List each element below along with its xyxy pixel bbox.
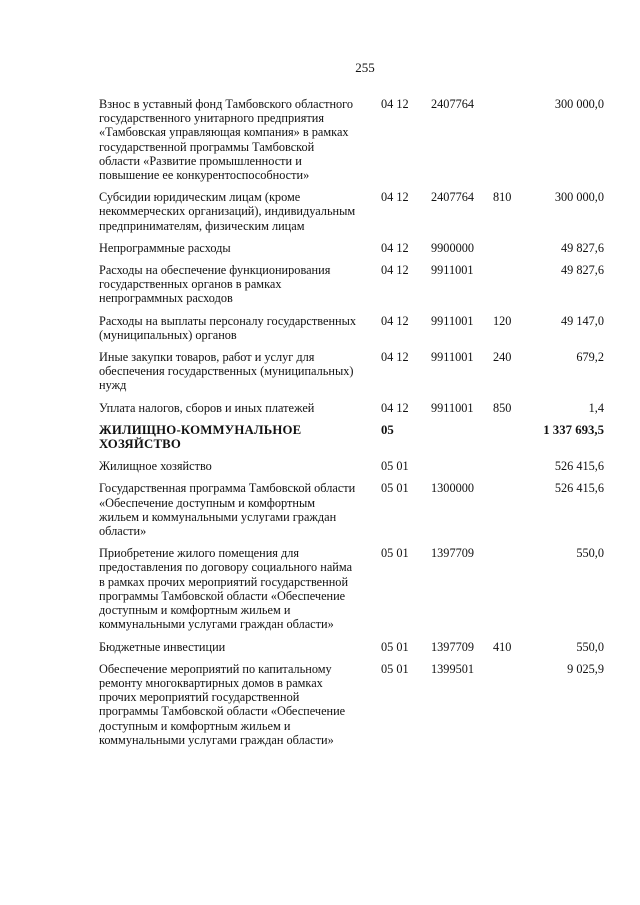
row-name: Обеспечение мероприятий по капитальному ремонту многоквартирных домов в рамках прочих мероприятий государственной программы Тамбовской области «Обеспечение доступным и комфортным жильем и коммунальными услугами граждан области» — [99, 661, 346, 747]
row-name: Взнос в уставный фонд Тамбовского областного государственного унитарного предприятия «Тамбовская управляющая компания» в рамках государственной программы Тамбовской области «Развитие промышленности и повышение ее конкурентоспособности» — [99, 97, 354, 183]
row-amount: 679,2 — [576, 350, 604, 365]
table-row — [99, 459, 604, 473]
table-row — [99, 350, 604, 393]
row-expense-type: 810 — [493, 190, 512, 205]
row-target-article: 1399501 — [431, 661, 475, 676]
row-name: Уплата налогов, сборов и иных платежей — [99, 400, 315, 415]
row-name: Субсидии юридическим лицам (кроме некоммерческих организаций), индивидуальным предпринимателям, физическим лицам — [99, 190, 356, 233]
row-target-article: 1397709 — [431, 639, 475, 654]
row-name: Приобретение жилого помещения для предоставления по договору социального найма в рамках прочих мероприятий государственной программы Тамбовской области «Обеспечение доступным и комфортным жильем и коммунальными услугами граждан области» — [99, 546, 353, 632]
row-target-article: 9911001 — [431, 350, 474, 365]
page-number: 255 — [355, 60, 375, 75]
row-expense-type: 410 — [493, 639, 512, 654]
row-section-code: 05 01 — [381, 459, 409, 474]
table-row — [99, 314, 604, 342]
table-row — [99, 423, 604, 451]
row-amount: 49 827,6 — [560, 263, 604, 278]
row-amount: 300 000,0 — [554, 190, 604, 205]
row-section-code: 04 12 — [381, 400, 409, 415]
row-amount: 49 827,6 — [560, 240, 604, 255]
row-target-article: 9911001 — [431, 400, 474, 415]
table-row — [99, 190, 604, 233]
row-name: ЖИЛИЩНО-КОММУНАЛЬНОЕ ХОЗЯЙСТВО — [99, 422, 302, 452]
row-amount: 550,0 — [576, 639, 604, 654]
row-amount: 49 147,0 — [560, 313, 604, 328]
row-section-code: 05 — [381, 422, 394, 437]
row-name: Расходы на обеспечение функционирования государственных органов в рамках непрограммных расходов — [99, 263, 331, 306]
row-name: Жилищное хозяйство — [99, 459, 212, 474]
row-name: Бюджетные инвестиции — [99, 639, 226, 654]
row-target-article: 1397709 — [431, 546, 475, 561]
row-name: Расходы на выплаты персоналу государственных (муниципальных) органов — [99, 313, 357, 342]
row-target-article: 9900000 — [431, 240, 475, 255]
table-row — [99, 401, 604, 415]
row-amount: 526 415,6 — [554, 459, 604, 474]
row-section-code: 04 12 — [381, 240, 409, 255]
row-section-code: 04 12 — [381, 263, 409, 278]
table-row — [99, 546, 604, 631]
table-row — [99, 481, 604, 538]
row-section-code: 05 01 — [381, 661, 409, 676]
row-expense-type: 120 — [493, 313, 512, 328]
row-section-code: 04 12 — [381, 190, 409, 205]
row-amount: 9 025,9 — [567, 661, 604, 676]
row-amount: 550,0 — [576, 546, 604, 561]
row-section-code: 05 01 — [381, 639, 409, 654]
row-amount: 300 000,0 — [554, 97, 604, 111]
row-amount: 1 337 693,5 — [543, 422, 604, 437]
row-target-article: 9911001 — [431, 263, 474, 278]
row-name: Непрограммные расходы — [99, 240, 231, 255]
table-row — [99, 640, 604, 654]
row-section-code: 04 12 — [381, 350, 409, 365]
row-name: Иные закупки товаров, работ и услуг для обеспечения государственных (муниципальных) нужд — [99, 350, 354, 393]
row-target-article: 9911001 — [431, 313, 474, 328]
table-row — [99, 263, 604, 306]
row-section-code: 04 12 — [381, 313, 409, 328]
budget-table — [99, 97, 604, 755]
row-expense-type: 240 — [493, 350, 512, 365]
table-row — [99, 662, 604, 747]
row-target-article: 2407764 — [431, 190, 475, 205]
row-section-code: 05 01 — [381, 481, 409, 496]
row-target-article: 1300000 — [431, 481, 475, 496]
row-amount: 526 415,6 — [554, 481, 604, 496]
row-amount: 1,4 — [588, 400, 604, 415]
row-target-article: 2407764 — [431, 97, 475, 111]
row-name: Государственная программа Тамбовской области «Обеспечение доступным и комфортным жильем и коммунальными услугами граждан области» — [99, 481, 356, 539]
row-expense-type: 850 — [493, 400, 512, 415]
row-section-code: 04 12 — [381, 97, 409, 111]
row-section-code: 05 01 — [381, 546, 409, 561]
table-row — [99, 97, 604, 182]
table-row — [99, 241, 604, 255]
